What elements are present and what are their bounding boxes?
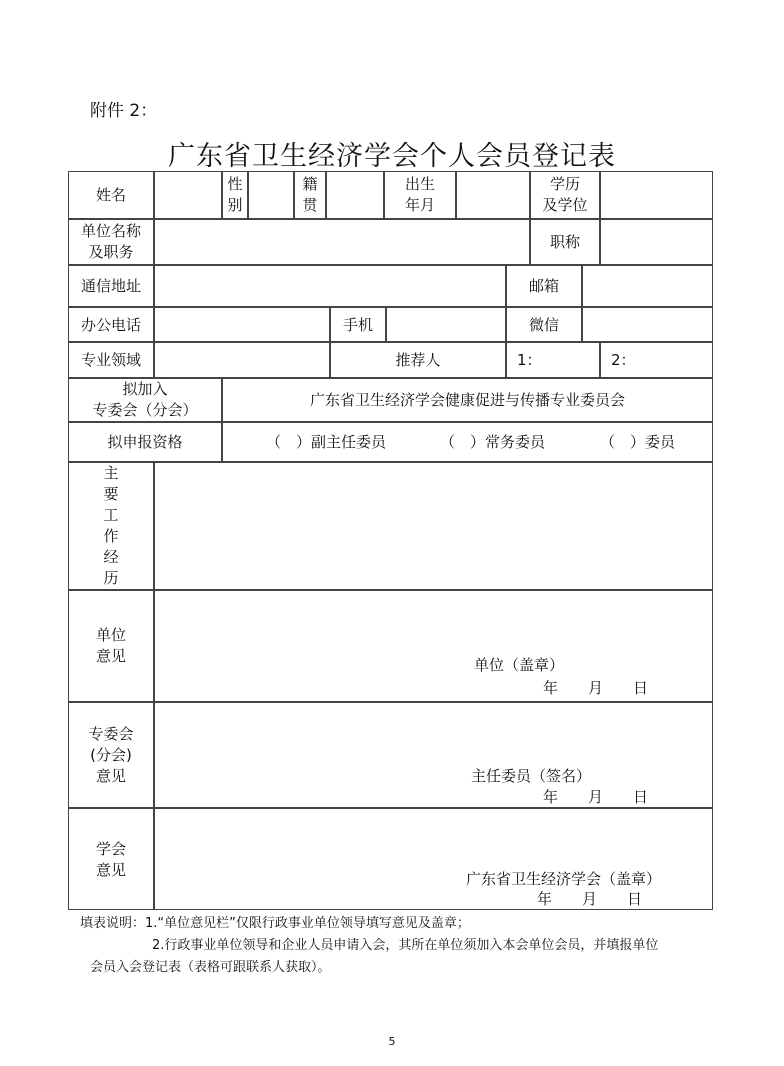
mobile-field[interactable] <box>386 307 506 342</box>
education-field[interactable] <box>600 171 713 219</box>
note-line-1: 填表说明：1.“单位意见栏”仅限行政事业单位领导填写意见及盖章； <box>80 916 470 931</box>
native-place-label: 籍 贯 <box>294 171 326 219</box>
address-field[interactable] <box>154 265 506 307</box>
job-title-field[interactable] <box>600 219 713 265</box>
note-line-2: 2.行政事业单位领导和企业人员申请入会，其所在单位须加入本会单位会员，并填报单位 <box>152 938 659 953</box>
director-sign-text: 主任委员（签名） <box>471 767 592 785</box>
option-vice-director[interactable]: （ ）副主任委员 <box>266 433 387 451</box>
qualification-label: 拟申报资格 <box>68 422 222 462</box>
birth-label: 出生 年月 <box>384 171 456 219</box>
office-phone-label: 办公电话 <box>68 307 154 342</box>
native-place-field[interactable] <box>326 171 384 219</box>
page-number: 5 <box>388 1035 396 1048</box>
email-label: 邮箱 <box>506 265 582 307</box>
education-label: 学历 及学位 <box>530 171 600 219</box>
gender-field[interactable] <box>248 171 294 219</box>
unit-position-field[interactable] <box>154 219 530 265</box>
field-input[interactable] <box>154 342 330 378</box>
option-member[interactable]: （ ）委员 <box>600 433 676 451</box>
mobile-label: 手机 <box>330 307 386 342</box>
society-opinion-label: 学会 意见 <box>68 808 154 910</box>
wechat-label: 微信 <box>506 307 582 342</box>
note-line-3: 会员入会登记表（表格可跟联系人获取）。 <box>90 960 331 975</box>
office-phone-field[interactable] <box>154 307 330 342</box>
committee-opinion-label: 专委会 (分会) 意见 <box>68 702 154 808</box>
option-standing-member[interactable]: （ ）常务委员 <box>440 433 546 451</box>
wechat-field[interactable] <box>582 307 713 342</box>
attachment-label: 附件 2： <box>90 101 158 121</box>
referrer-label: 推荐人 <box>330 342 506 378</box>
gender-label: 性 别 <box>222 171 248 219</box>
committee-label: 拟加入 专委会（分会） <box>68 378 222 422</box>
name-label: 姓名 <box>68 171 154 219</box>
society-date-text: 年 月 日 <box>537 890 643 908</box>
email-field[interactable] <box>582 265 713 307</box>
address-label: 通信地址 <box>68 265 154 307</box>
society-seal-text: 广东省卫生经济学会（盖章） <box>466 870 662 888</box>
referrer-2-field[interactable]: 2： <box>600 342 713 378</box>
birth-field[interactable] <box>456 171 530 219</box>
unit-seal-text: 单位（盖章） <box>474 656 565 674</box>
unit-position-label: 单位名称 及职务 <box>68 219 154 265</box>
field-label: 专业领域 <box>68 342 154 378</box>
work-experience-field[interactable] <box>154 462 713 590</box>
job-title-label: 职称 <box>530 219 600 265</box>
committee-date-text: 年 月 日 <box>543 788 649 806</box>
work-experience-label: 主 要 工 作 经 历 <box>68 462 154 590</box>
form-title: 广东省卫生经济学会个人会员登记表 <box>168 141 616 172</box>
committee-value: 广东省卫生经济学会健康促进与传播专业委员会 <box>222 378 713 422</box>
referrer-1-field[interactable]: 1： <box>506 342 600 378</box>
unit-date-text: 年 月 日 <box>543 679 649 697</box>
name-field[interactable] <box>154 171 222 219</box>
unit-opinion-label: 单位 意见 <box>68 590 154 702</box>
